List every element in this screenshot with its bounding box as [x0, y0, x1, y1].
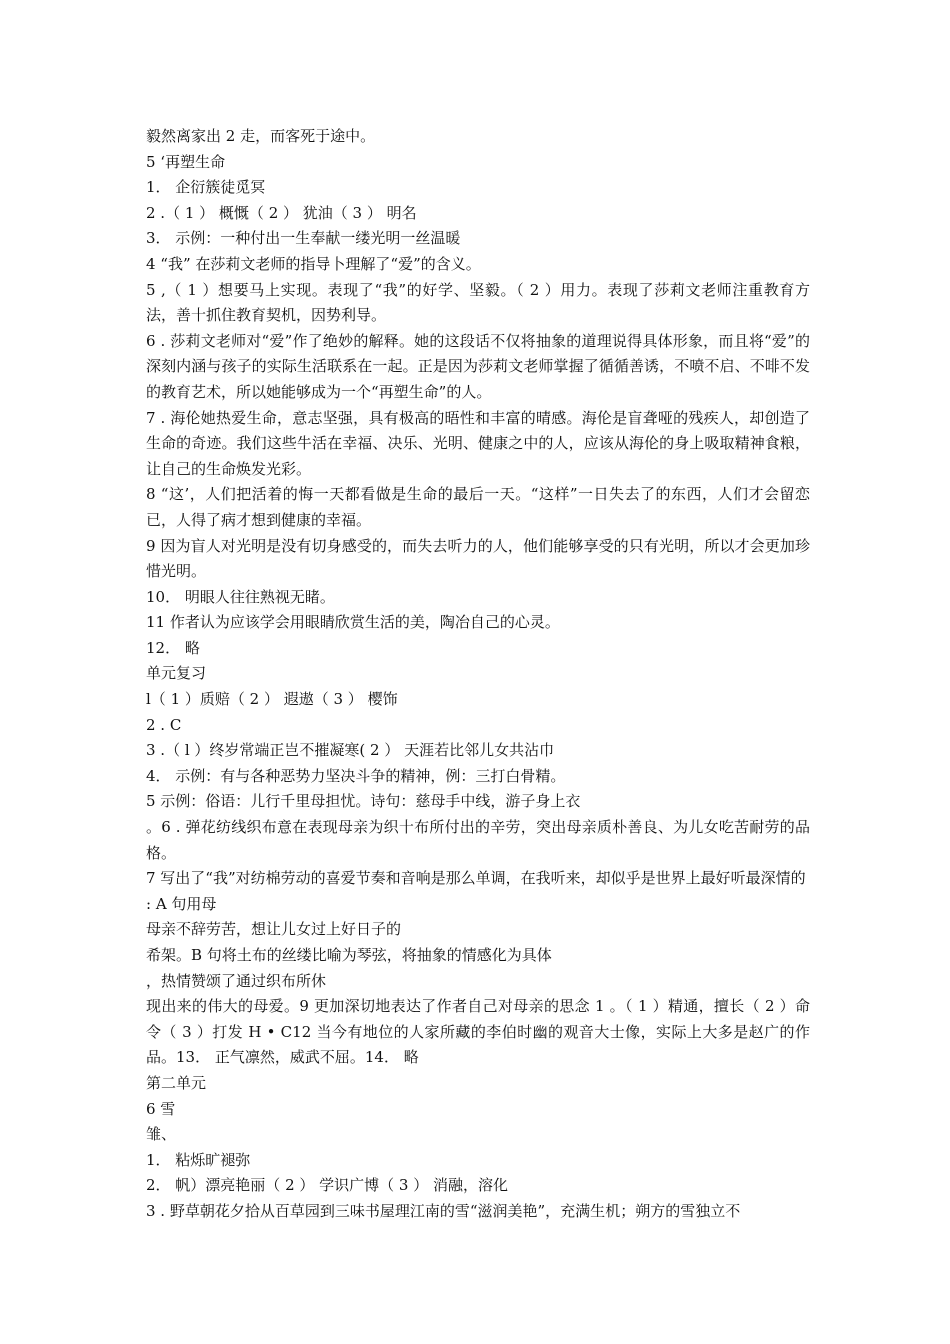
- text-paragraph: 。6 . 弹花纺线织布意在表现母亲为织十布所付出的辛劳，突出母亲质朴善良、为儿女吃苦耐劳的品格。: [146, 818, 810, 862]
- text-line: 4． 示例：有与各种恶势力坚决斗争的精神，例：三打白骨精。: [146, 766, 566, 785]
- section-heading: 单元复习: [146, 664, 207, 683]
- text-line: 1． 粘烁旷褪弥: [146, 1150, 251, 1169]
- document-page: [146, 124, 810, 1225]
- text-line: 母亲不辞劳苦，想让儿女过上好日子的: [146, 920, 402, 939]
- text-line: 2． 帆）漂亮艳丽（ 2 ） 学识广博（ 3 ） 消融，溶化: [146, 1176, 509, 1195]
- text-line: 2 . C: [146, 715, 182, 734]
- text-line: ，热情赞颂了通过织布所休: [146, 971, 327, 990]
- text-paragraph: 5 ,（ 1 ）想要马上实现。表现了“我”的好学、坚毅。（ 2 ）用力。表现了莎莉文老师注重教育方法，善十抓住教育契机，因势利导。: [146, 280, 810, 325]
- section-heading: 第二单元: [146, 1073, 207, 1092]
- text-paragraph: 7 写出了“我”对纺棉劳动的喜爱节奏和音响是那么单调，在我听来，却似乎是世界上最好听最深情的: [146, 869, 806, 888]
- text-paragraph: 8 “这’，人们把活着的悔一天都看做是生命的最后一天。“这样”一日失去了的东西，人们才会留恋已，人得了病才想到健康的幸福。: [146, 485, 810, 529]
- text-line: 希架。B 句将土布的丝缕比喻为琴弦，将抽象的情感化为具体: [146, 946, 552, 964]
- text-paragraph: 现出来的伟大的母爱。9 更加深切地表达了作者自己对母亲的思念 1 。（ 1 ）精通，擅长（ 2 ）命令（ 3 ）打发 H • C12 当今有地位的人家所藏的李伯时幽的观音大士像，实际上大多是赵广的作品。13． 正气凛然，威武不屈。14． 略: [146, 997, 810, 1067]
- text-line: 雏、: [146, 1125, 177, 1144]
- text-line: 3 .（ l ）终岁常端正岂不摧凝寒( 2 ） 天涯若比邻儿女共沾巾: [146, 741, 555, 760]
- text-paragraph: 6 . 莎莉文老师对“爱”作了绝妙的解释。她的这段话不仅将抽象的道理说得具体形象，而且将“爱”的深刻内涵与孩子的实际生活联系在一起。正是因为莎莉文老师掌握了循循善诱，不喷不启、不啡不发的教育艺术，所以她能够成为一个“再塑生命”的人。: [146, 331, 810, 401]
- text-line: l（ 1 ）质赔（ 2 ） 遐遨（ 3 ） 樱饰: [146, 690, 398, 709]
- text-paragraph: 7 . 海伦她热爱生命，意志坚强，具有极高的晤性和丰富的晴感。海伦是盲聋哑的残疾人，却创造了生命的奇迹。我们这些牛活在幸福、决乐、光明、健康之中的人，应该从海伦的身上吸取精神食粮，让自己的生命焕发光彩。: [146, 408, 810, 478]
- text-line: 5 示例：俗语：儿行千里母担忧。诗句：慈母手中线，游子身上衣: [146, 792, 581, 811]
- text-line: 3． 示例：一种付出一生奉献一缕光明一丝温暖: [146, 229, 461, 248]
- text-paragraph: 9 因为盲人对光明是没有切身感受的，而失去听力的人，他们能够享受的只有光明，所以才会更加珍惜光明。: [146, 536, 810, 581]
- text-line: 毅然离家出 2 走，而客死于途中。: [146, 127, 376, 145]
- text-line: 2 .（ 1 ） 概慨（ 2 ） 犹油（ 3 ） 明名: [146, 203, 417, 222]
- text-line: : A 句用母: [146, 894, 217, 913]
- text-line: 4 “我” 在莎莉文老师的指导卜理解了“爱”的含义。: [146, 254, 481, 273]
- text-line: 11 作者认为应该学会用眼睛欣赏生活的美，陶冶自己的心灵。: [146, 613, 560, 632]
- text-line: 12． 略: [146, 638, 200, 657]
- text-line: 10． 明眼人往往熟视无睹。: [146, 587, 335, 606]
- text-line: 1． 企衍簇徒觅冥: [146, 178, 266, 197]
- lesson-title: 6 雪: [146, 1099, 176, 1118]
- text-line: 5 ‘再塑生命: [146, 152, 226, 171]
- text-line: 3 . 野草朝花夕拾从百草园到三味书屋理江南的雪“滋润美艳”，充满生机；朔方的雪独立不: [146, 1201, 741, 1220]
